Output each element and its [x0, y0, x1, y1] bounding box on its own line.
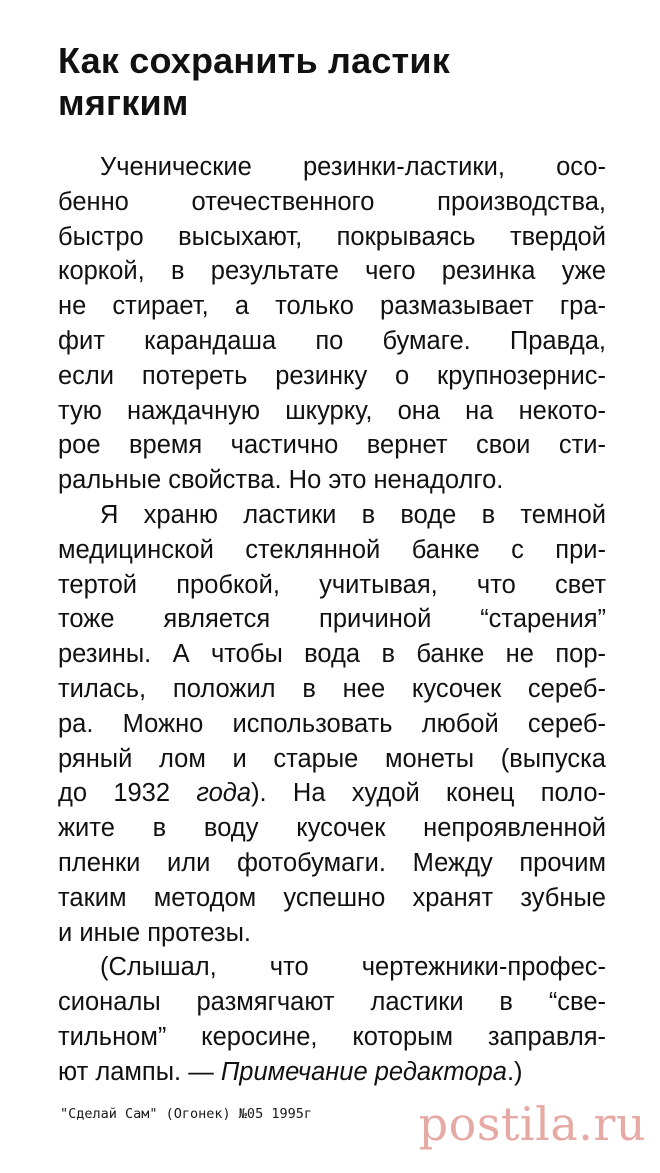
paragraph-1: [58, 150, 606, 498]
text-line: рое время частично вернет свои сти-: [58, 431, 606, 460]
paragraph-2: [58, 498, 606, 950]
text-line: фит карандаша по бумаге. Правда,: [58, 326, 606, 355]
text-line: ральные свойства. Но это ненадолго.: [58, 466, 504, 495]
text-line: медицинской стеклянной банке с при-: [58, 535, 606, 564]
text-line: ряный лом и старые монеты (выпуска: [58, 744, 606, 773]
text-line: тилась, положил в нее кусочек сереб-: [58, 674, 606, 703]
title-line: Как сохранить ластик: [58, 40, 450, 81]
article-body: [58, 150, 606, 1090]
text-line: [58, 776, 606, 811]
text-line: таким методом успешно хранят зубные: [58, 883, 606, 912]
article-title: [58, 40, 606, 124]
watermark: postila.ru: [418, 1097, 646, 1151]
text-line: тоже является причиной “старения”: [58, 605, 606, 634]
paragraph-3: [58, 950, 606, 1089]
text-line: быстро высыхают, покрываясь твердой: [58, 222, 606, 251]
article: [58, 40, 606, 1090]
text-line: тертой пробкой, учитывая, что свет: [58, 570, 606, 599]
text-line: тую наждачную шкурку, она на некото-: [58, 396, 606, 425]
text-line: и иные протезы.: [58, 918, 251, 947]
text-line: ра. Можно использовать любой сереб-: [58, 709, 606, 738]
text-line: бенно отечественного производства,: [58, 187, 606, 216]
text-segment: .): [506, 1057, 523, 1086]
editor-note: Примечание редактора: [220, 1057, 507, 1086]
text-line: (Слышал, что чертежники-профес-: [100, 953, 606, 982]
text-segment: ют лампы. —: [58, 1057, 221, 1086]
text-line: [58, 1055, 606, 1090]
text-line: не стирает, а только размазывает гра-: [58, 292, 606, 321]
text-line: резины. А чтобы вода в банке не пор-: [58, 640, 606, 669]
text-segment: ). На худой конец поло-: [251, 779, 606, 808]
text-segment: до 1932: [58, 779, 197, 808]
source-caption: "Сделай Сам" (Огонек) №05 1995г: [60, 1106, 312, 1122]
text-line: если потереть резинку о крупнозернис-: [58, 361, 606, 390]
text-line: коркой, в результате чего резинка уже: [58, 257, 606, 286]
text-line: тильном” керосине, которым заправля-: [58, 1022, 606, 1051]
text-line: пленки или фотобумаги. Между прочим: [58, 848, 606, 877]
text-line: сионалы размягчают ластики в “све-: [58, 988, 606, 1017]
text-line: Я храню ластики в воде в темной: [100, 500, 606, 529]
text-line: Ученические резинки-ластики, осо-: [100, 153, 606, 181]
italic-text: года: [196, 779, 252, 808]
title-line: мягким: [58, 82, 189, 123]
text-line: жите в воду кусочек непроявленной: [58, 814, 606, 843]
